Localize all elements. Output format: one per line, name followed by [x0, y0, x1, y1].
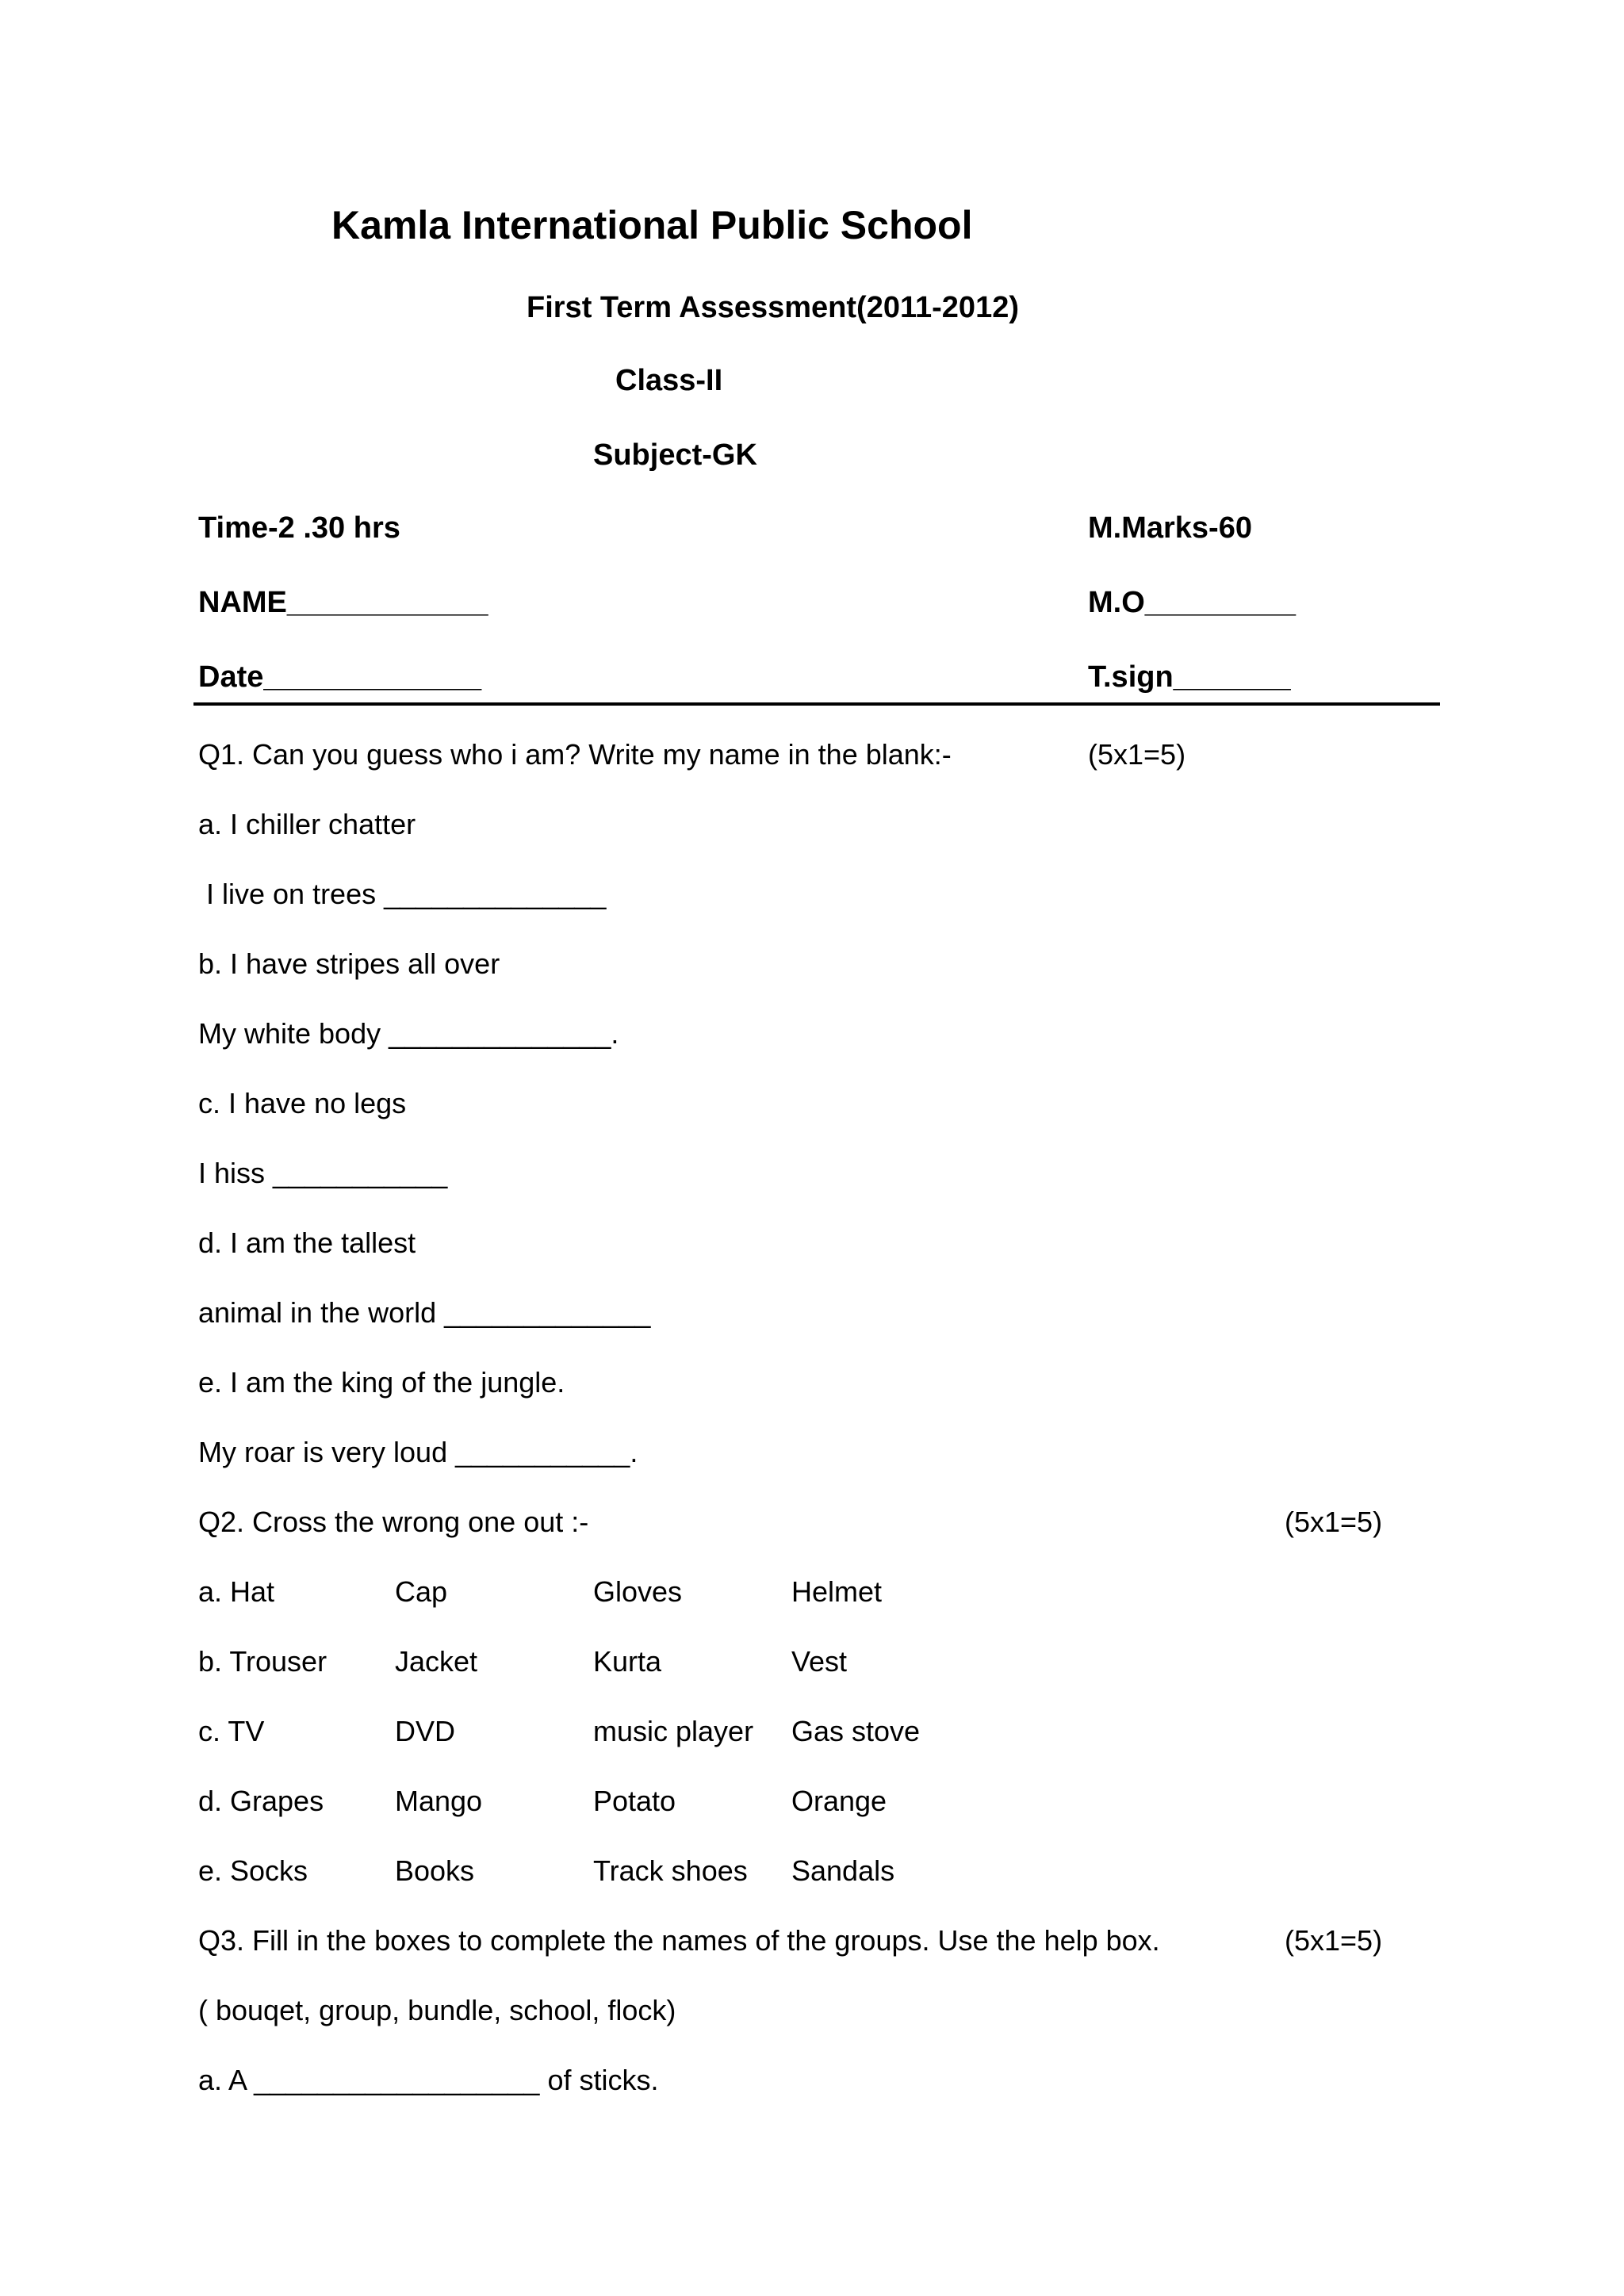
q1-question: Q1. Can you guess who i am? Write my name in the blank:-	[198, 738, 952, 771]
q2-marks: (5x1=5)	[1285, 1506, 1383, 1538]
q2-option: Books	[395, 1854, 475, 1887]
q2-option: b. Trouser	[198, 1645, 327, 1678]
q1-line: I live on trees ______________	[198, 878, 607, 910]
q2-option: Track shoes	[593, 1854, 748, 1887]
mo-field: M.O_________	[1088, 586, 1296, 619]
q3-question: Q3. Fill in the boxes to complete the names of the groups. Use the help box.	[198, 1924, 1160, 1957]
max-marks-label: M.Marks-60	[1088, 511, 1252, 545]
q1-line: animal in the world _____________	[198, 1296, 651, 1329]
assessment-title: First Term Assessment(2011-2012)	[527, 291, 1019, 324]
q2-option: Orange	[791, 1785, 887, 1817]
q1-marks: (5x1=5)	[1088, 738, 1186, 771]
q1-line: My white body ______________.	[198, 1017, 619, 1050]
school-name: Kamla International Public School	[331, 203, 973, 247]
name-field: NAME____________	[198, 586, 488, 619]
q1-line: a. I chiller chatter	[198, 808, 416, 840]
q2-option: DVD	[395, 1715, 456, 1747]
q2-option: c. TV	[198, 1715, 265, 1747]
class-label: Class-II	[615, 364, 723, 397]
q2-option: Potato	[593, 1785, 676, 1817]
q2-question: Q2. Cross the wrong one out :-	[198, 1506, 589, 1538]
q2-option: e. Socks	[198, 1854, 308, 1887]
q2-option: music player	[593, 1715, 754, 1747]
q2-option: d. Grapes	[198, 1785, 324, 1817]
date-field: Date_____________	[198, 660, 482, 694]
q2-option: Gas stove	[791, 1715, 921, 1747]
q3-help-box: ( bouqet, group, bundle, school, flock)	[198, 1994, 676, 2026]
q1-line: d. I am the tallest	[198, 1226, 416, 1259]
q2-option: Vest	[791, 1645, 848, 1678]
q1-line: c. I have no legs	[198, 1087, 407, 1119]
header-divider	[193, 702, 1440, 706]
q3-line: a. A __________________ of sticks.	[198, 2064, 659, 2096]
teacher-sign-field: T.sign_______	[1088, 660, 1291, 694]
q1-line: I hiss ___________	[198, 1157, 448, 1189]
q1-line: e. I am the king of the jungle.	[198, 1366, 565, 1399]
q2-option: Jacket	[395, 1645, 478, 1678]
q2-option: a. Hat	[198, 1575, 275, 1608]
subject-label: Subject-GK	[593, 438, 757, 472]
q1-line: b. I have stripes all over	[198, 947, 500, 980]
q2-option: Sandals	[791, 1854, 895, 1887]
q1-line: My roar is very loud ___________.	[198, 1436, 638, 1468]
q2-option: Helmet	[791, 1575, 883, 1608]
time-label: Time-2 .30 hrs	[198, 511, 400, 545]
q2-option: Mango	[395, 1785, 483, 1817]
q2-option: Gloves	[593, 1575, 683, 1608]
q3-marks: (5x1=5)	[1285, 1924, 1383, 1957]
q2-option: Kurta	[593, 1645, 662, 1678]
q2-option: Cap	[395, 1575, 448, 1608]
